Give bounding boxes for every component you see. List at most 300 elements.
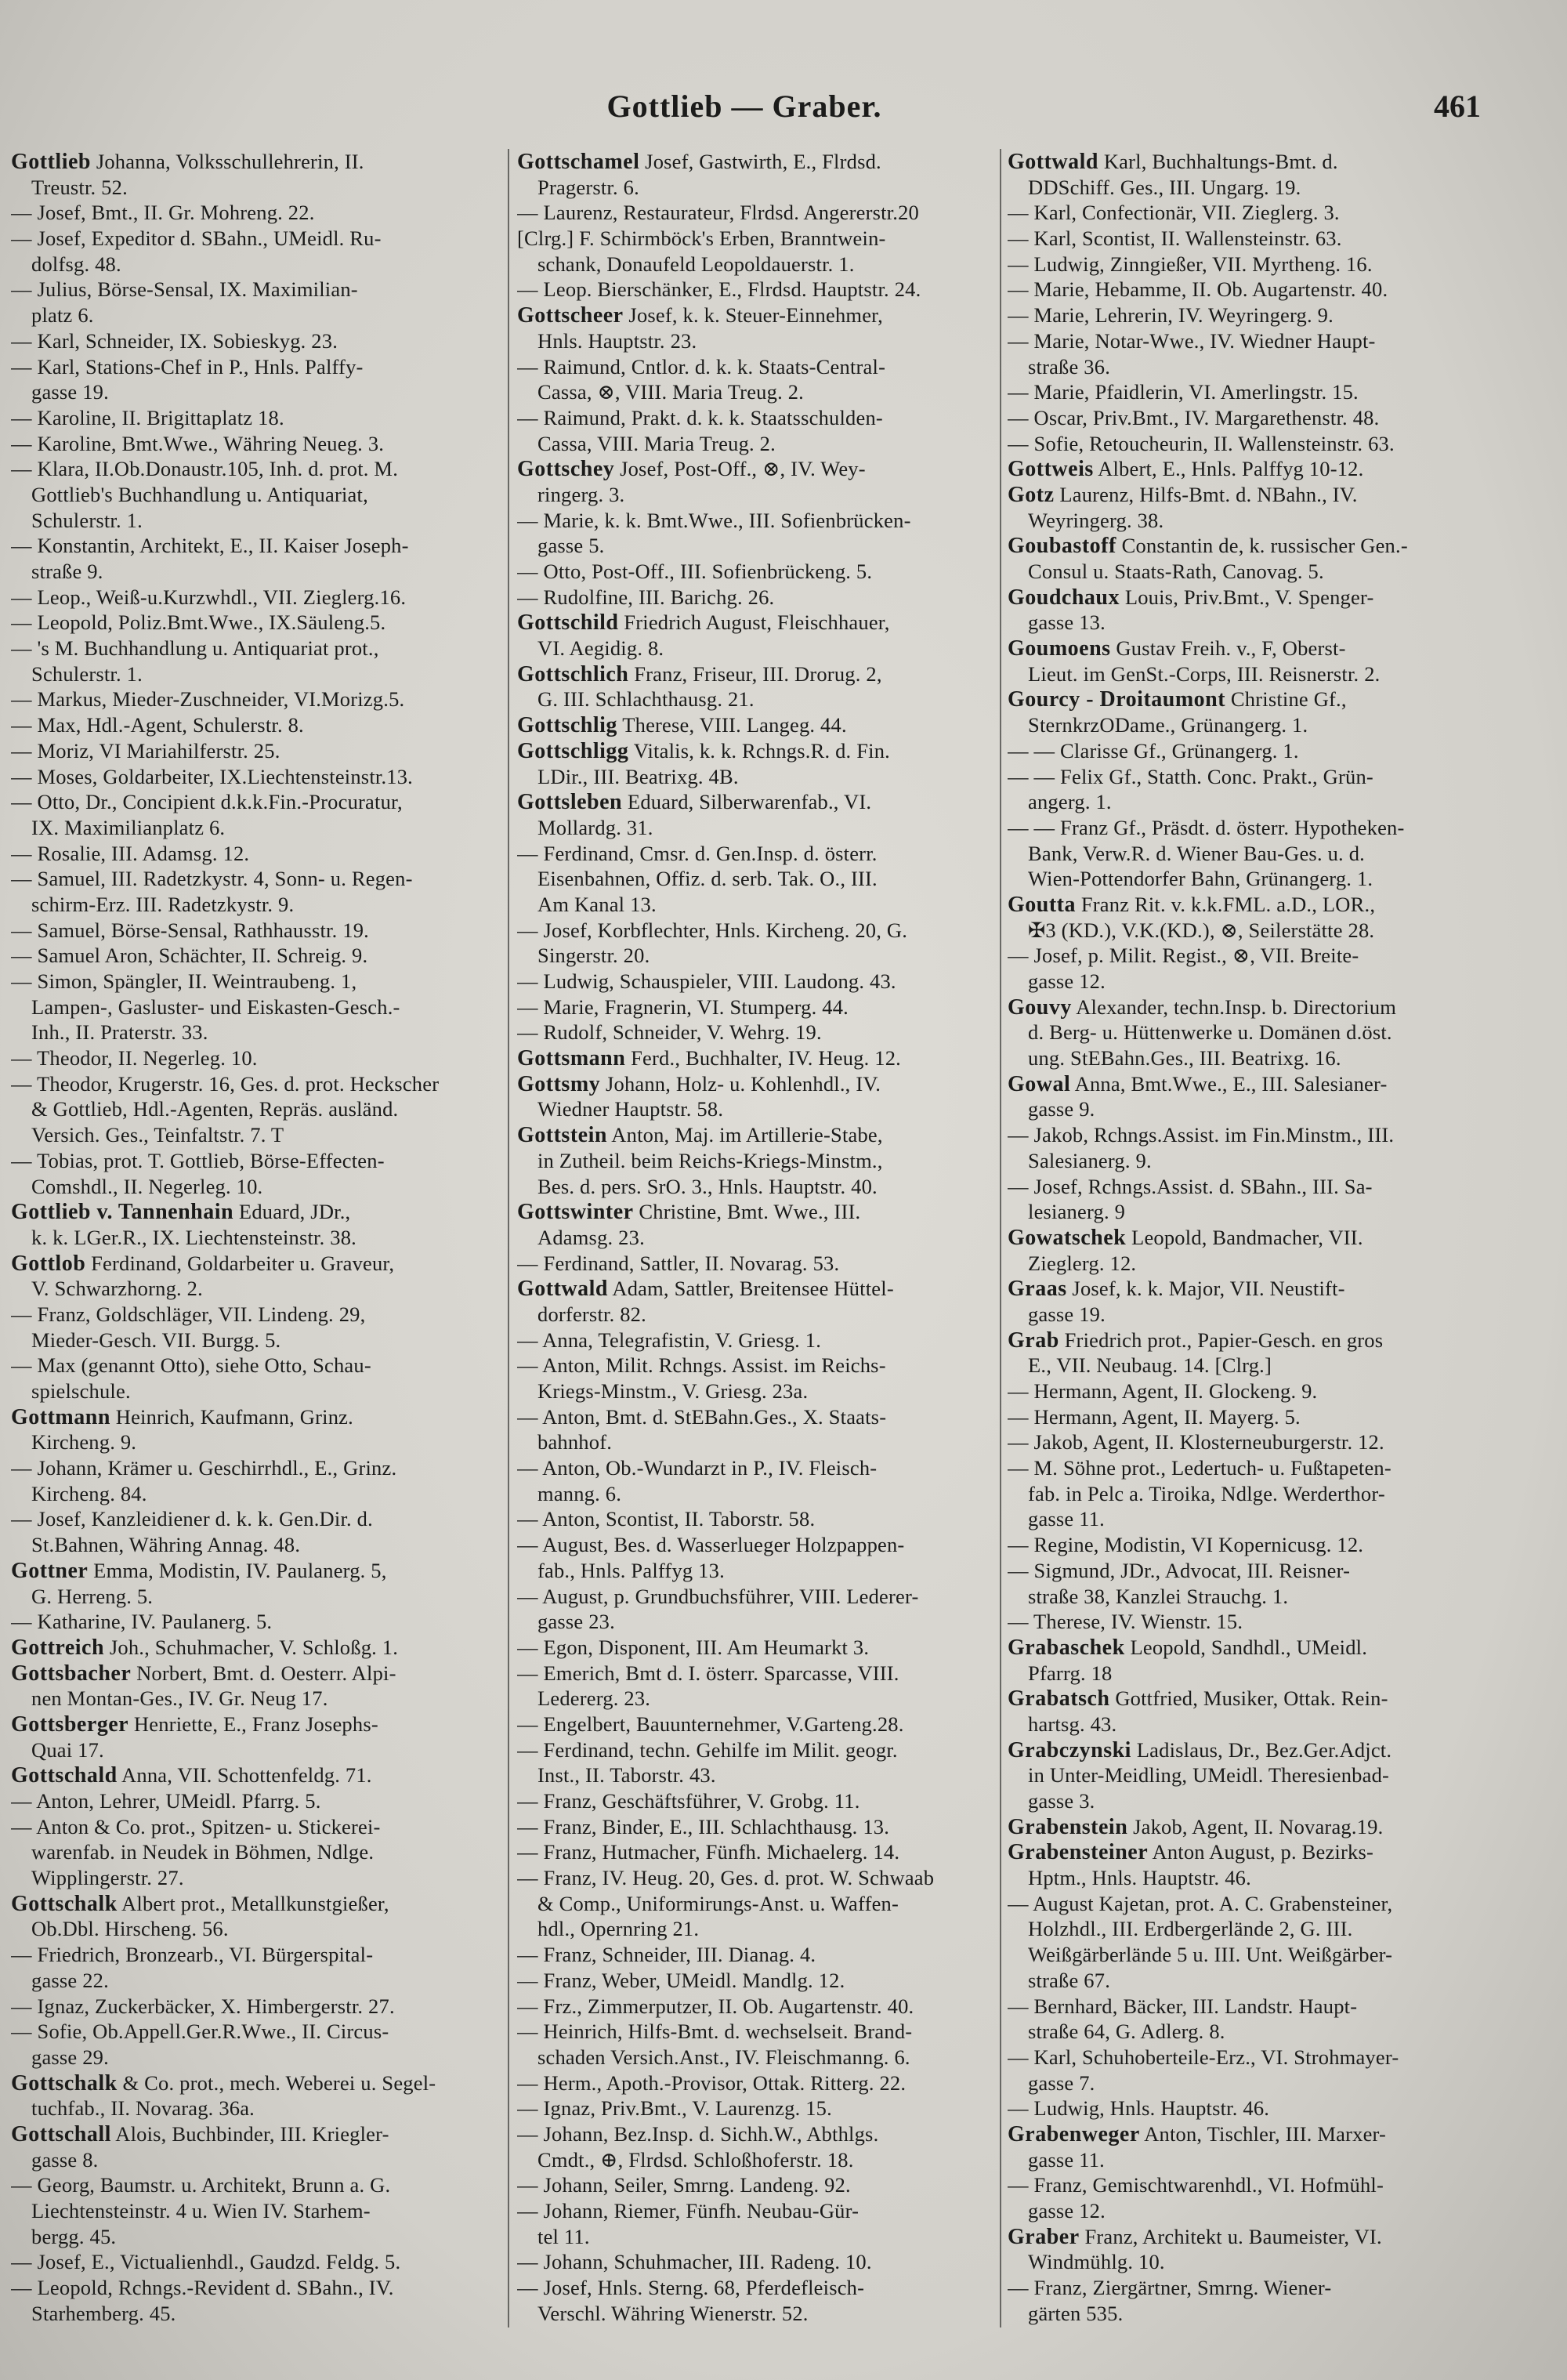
entry-text: — — Felix Gf., Statth. Conc. Prakt., Grün-	[1008, 764, 1373, 788]
entry-line	[517, 1096, 1009, 1122]
surname: Gottlieb v. Tannenhain	[11, 1200, 234, 1225]
entry-text: Laurenz, Hilfs-Bmt. d. NBahn., IV.	[1054, 482, 1358, 506]
entry-line	[11, 610, 503, 636]
entry-text: manng. 6.	[537, 1481, 622, 1505]
entry-heading-line	[517, 1045, 1009, 1071]
surname: Graas	[1008, 1277, 1067, 1302]
entry-heading-line	[517, 1071, 1009, 1097]
entry-heading-line	[517, 149, 1009, 175]
entry-line	[11, 1148, 503, 1174]
entry-line	[1008, 1302, 1493, 1328]
entry-line	[11, 789, 503, 815]
entry-line	[1008, 2301, 1493, 2327]
entry-line	[1008, 2045, 1493, 2070]
entry-text: — Ignaz, Zuckerbäcker, X. Himbergerstr. 27.	[11, 1994, 395, 2018]
entry-line	[11, 1225, 503, 1251]
entry-line	[11, 1532, 503, 1558]
entry-text: — Marie, Hebamme, II. Ob. Augartenstr. 40.	[1008, 277, 1388, 302]
entry-line	[517, 686, 1009, 712]
entry-line	[1008, 1661, 1493, 1686]
surname: Gottschlig	[517, 713, 617, 738]
entry-text: Johann, Holz- u. Kohlenhdl., IV.	[600, 1071, 881, 1096]
entry-heading-line	[1008, 1276, 1493, 1302]
entry-line	[517, 1762, 1009, 1788]
entry-text: VI. Aegidig. 8.	[537, 636, 664, 661]
entry-text: Kircheng. 84.	[31, 1481, 147, 1505]
entry-line	[1008, 1429, 1493, 1455]
entry-line	[517, 277, 1009, 302]
entry-text: Anton August, p. Bezirks-	[1148, 1840, 1374, 1864]
entry-heading-line	[1008, 1635, 1493, 1661]
column-2	[517, 149, 1009, 2326]
entry-line	[1008, 2096, 1493, 2121]
entry-line	[11, 2019, 503, 2045]
entry-line	[517, 2172, 1009, 2198]
entry-line	[11, 533, 503, 559]
entry-text: — Marie, Pfaidlerin, VI. Amerlingstr. 15.	[1008, 380, 1359, 404]
entry-text: gasse 12.	[1028, 969, 1106, 993]
entry-text: — 's M. Buchhandlung u. Antiquariat prot.,	[11, 636, 379, 661]
entry-text: Leopold, Bandmacher, VII.	[1126, 1225, 1363, 1249]
entry-text: — Raimund, Prakt. d. k. k. Staatsschulden-	[517, 405, 883, 429]
entry-line	[517, 2045, 1009, 2070]
entry-text: & Co. prot., mech. Weberei u. Segel-	[117, 2070, 436, 2095]
entry-line	[1008, 379, 1493, 405]
surname: Gowatschek	[1008, 1225, 1127, 1250]
surname: Grabaschek	[1008, 1635, 1125, 1660]
entry-line	[517, 2147, 1009, 2173]
entry-text: gasse 23.	[537, 1610, 615, 1634]
entry-line	[11, 2224, 503, 2250]
entry-text: — Josef, Expeditor d. SBahn., UMeidl. Ru-	[11, 226, 382, 251]
entry-text: Friedrich prot., Papier-Gesch. en gros	[1059, 1328, 1384, 1352]
entry-text: gasse 11.	[1028, 2147, 1105, 2172]
entry-line	[11, 1506, 503, 1532]
entry-text: Wiedner Hauptstr. 58.	[537, 1097, 724, 1121]
surname: Grabczynski	[1008, 1737, 1131, 1762]
entry-text: fab., Hnls. Palffyg 13.	[537, 1558, 725, 1582]
entry-text: Adam, Sattler, Breitensee Hüttel-	[608, 1277, 894, 1301]
entry-line	[517, 200, 1009, 226]
entry-text: Zieglerg. 12.	[1028, 1251, 1137, 1275]
entry-line	[1008, 1199, 1493, 1225]
surname: Gottner	[11, 1558, 89, 1583]
entry-line	[517, 2224, 1009, 2250]
entry-text: Weyringerg. 38.	[1028, 508, 1164, 532]
entry-line	[1008, 2249, 1493, 2275]
entry-text: Anton, Tischler, III. Marxer-	[1139, 2121, 1387, 2146]
entry-text: — Raimund, Cntlor. d. k. k. Staats-Central-	[517, 354, 886, 379]
entry-text: — Marie, Lehrerin, IV. Weyringerg. 9.	[1008, 303, 1334, 328]
entry-line	[11, 1865, 503, 1891]
entry-text: — Engelbert, Bauunternehmer, V.Garteng.28.	[517, 1712, 904, 1736]
entry-line	[1008, 1762, 1493, 1788]
entry-text: — Josef, p. Milit. Regist., ⊗, VII. Breite-	[1008, 944, 1359, 968]
entry-heading-line	[11, 1251, 503, 1277]
entry-text: — Konstantin, Architekt, E., II. Kaiser Joseph-	[11, 534, 409, 558]
entry-line	[11, 918, 503, 944]
entry-line	[517, 1429, 1009, 1455]
entry-text: Jakob, Agent, II. Novarag.19.	[1127, 1814, 1384, 1838]
entry-text: — Rudolf, Schneider, V. Wehrg. 19.	[517, 1020, 822, 1045]
entry-text: Versich. Ges., Teinfaltstr. 7. T	[31, 1123, 284, 1147]
entry-text: — Frz., Zimmerputzer, II. Ob. Augartenstr. 40.	[517, 1994, 914, 2018]
surname: Gottschey	[517, 457, 615, 482]
entry-text: St.Bahnen, Währing Annag. 48.	[31, 1533, 301, 1557]
entry-line	[1008, 1968, 1493, 1994]
entry-text: Franz, Friseur, III. Drorug. 2,	[628, 661, 882, 686]
entry-heading-line	[1008, 1225, 1493, 1251]
entry-line	[11, 2198, 503, 2224]
entry-text: — Anton & Co. prot., Spitzen- u. Stickerei-	[11, 1814, 381, 1838]
surname: Gottscheer	[517, 303, 624, 328]
entry-line	[517, 405, 1009, 431]
entry-line	[1008, 252, 1493, 277]
entry-text: Josef, k. k. Major, VII. Neustift-	[1066, 1277, 1345, 1301]
entry-text: — Emerich, Bmt d. I. österr. Sparcasse, VIII.	[517, 1661, 899, 1685]
entry-line	[11, 252, 503, 277]
entry-line	[1008, 1455, 1493, 1481]
entry-line	[1008, 610, 1493, 636]
entry-line	[11, 2172, 503, 2198]
entry-heading-line	[1008, 1814, 1493, 1840]
entry-text: — Josef, Korbflechter, Hnls. Kircheng. 20, G.	[517, 918, 908, 942]
entry-line	[1008, 1788, 1493, 1814]
entry-line	[11, 1020, 503, 1045]
entry-text: — Karl, Schuhoberteile-Erz., VI. Strohmayer-	[1008, 2045, 1399, 2069]
entry-text: Windmühlg. 10.	[1028, 2250, 1165, 2274]
entry-line	[11, 559, 503, 585]
entry-text: — Theodor, II. Negerleg. 10.	[11, 1046, 258, 1070]
entry-text: — August, p. Grundbuchsführer, VIII. Lederer-	[517, 1584, 919, 1608]
entry-heading-line	[11, 1762, 503, 1788]
entry-text: & Gottlieb, Hdl.-Agenten, Repräs. ausländ.	[31, 1097, 399, 1121]
entry-text: — Johann, Bez.Insp. d. Sichh.W., Abthlgs.	[517, 2121, 879, 2146]
entry-text: Constantin de, k. russischer Gen.-	[1116, 534, 1408, 558]
entry-text: — Friedrich, Bronzearb., VI. Bürgerspital-	[11, 1943, 374, 1967]
entry-line	[1008, 302, 1493, 328]
entry-line	[1008, 1506, 1493, 1532]
entry-text: Eisenbahnen, Offiz. d. serb. Tak. O., III.	[537, 867, 878, 891]
entry-text: Pfarrg. 18	[1028, 1661, 1113, 1685]
entry-line	[1008, 226, 1493, 252]
entry-line	[1008, 815, 1493, 841]
entry-line	[11, 1481, 503, 1507]
entry-line	[1008, 1481, 1493, 1507]
entry-text: gasse 12.	[1028, 2199, 1106, 2222]
entry-heading-line	[1008, 1071, 1493, 1097]
entry-text: — Bernhard, Bäcker, III. Landstr. Haupt-	[1008, 1994, 1358, 2018]
entry-heading-line	[11, 1404, 503, 1430]
entry-text: — Rosalie, III. Adamsg. 12.	[11, 841, 250, 865]
surname: Gottschlich	[517, 661, 629, 686]
entry-text: Joh., Schuhmacher, V. Schloßg. 1.	[104, 1635, 399, 1659]
entry-line	[11, 482, 503, 508]
surname: Gottschald	[11, 1763, 118, 1788]
entry-line	[517, 533, 1009, 559]
entry-line	[517, 943, 1009, 969]
entry-text: — Josef, Bmt., II. Gr. Mohreng. 22.	[11, 201, 315, 225]
entry-line	[11, 1686, 503, 1712]
entry-text: Schulerstr. 1.	[31, 661, 143, 686]
entry-heading-line	[11, 1635, 503, 1661]
entry-line	[517, 1839, 1009, 1865]
entry-text: SternkrzODame., Grünangerg. 1.	[1028, 713, 1308, 737]
entry-line	[517, 1994, 1009, 2020]
entry-heading-line	[517, 1276, 1009, 1302]
entry-text: — Therese, IV. Wienstr. 15.	[1008, 1610, 1243, 1634]
entry-heading-line	[517, 789, 1009, 815]
entry-text: — Julius, Börse-Sensal, IX. Maximilian-	[11, 277, 358, 302]
entry-line	[1008, 2275, 1493, 2301]
entry-heading-line	[1008, 2121, 1493, 2147]
entry-line	[11, 1788, 503, 1814]
entry-line	[517, 1174, 1009, 1200]
entry-text: — Ferdinand, techn. Gehilfe im Milit. geogr.	[517, 1737, 898, 1762]
entry-text: — Johann, Seiler, Smrng. Landeng. 92.	[517, 2173, 851, 2197]
entry-text: Gottfried, Musiker, Ottak. Rein-	[1109, 1686, 1388, 1711]
entry-text: E., VII. Neubaug. 14. [Clrg.]	[1028, 1353, 1272, 1378]
entry-line	[11, 1968, 503, 1994]
entry-text: Adamsg. 23.	[537, 1225, 645, 1249]
surname: Gottschild	[517, 610, 619, 636]
entry-line	[1008, 2198, 1493, 2224]
entry-heading-line	[517, 661, 1009, 687]
surname: Gottschamel	[517, 150, 640, 174]
entry-line	[11, 1584, 503, 1610]
entry-heading-line	[1008, 533, 1493, 559]
column-1	[11, 149, 503, 2326]
entry-line	[517, 1788, 1009, 1814]
entry-text: — Josef, E., Victualienhdl., Gaudzd. Feldg. 5.	[11, 2250, 401, 2274]
entry-text: Comshdl., II. Negerleg. 10.	[31, 1174, 263, 1198]
entry-line	[11, 943, 503, 969]
entry-line	[517, 1020, 1009, 1045]
entry-text: Christine Gf.,	[1225, 687, 1347, 712]
entry-heading-line	[11, 2070, 503, 2096]
entry-text: — Moses, Goldarbeiter, IX.Liechtensteinstr.13.	[11, 764, 413, 788]
entry-text: Anna, VII. Schottenfeldg. 71.	[117, 1763, 372, 1788]
entry-line	[11, 1942, 503, 1968]
entry-text: — Herm., Apoth.-Provisor, Ottak. Ritterg. 22.	[517, 2070, 907, 2095]
entry-text: Ledererg. 23.	[537, 1686, 651, 1711]
entry-text: G. III. Schlachthausg. 21.	[537, 687, 755, 712]
surname: Gottlob	[11, 1251, 86, 1276]
entry-line	[517, 1968, 1009, 1994]
entry-text: Therese, VIII. Langeg. 44.	[617, 713, 847, 737]
entry-line	[517, 866, 1009, 892]
surname: Gouvy	[1008, 994, 1072, 1020]
entry-line	[517, 2019, 1009, 2045]
entry-line	[1008, 1251, 1493, 1277]
entry-line	[11, 2096, 503, 2121]
entry-heading-line	[11, 1661, 503, 1686]
entry-line	[1008, 1994, 1493, 2020]
entry-text: fab. in Pelc a. Tiroika, Ndlge. Werderthor-	[1028, 1481, 1385, 1505]
entry-text: — Johann, Krämer u. Geschirrhdl., E., Grinz.	[11, 1456, 397, 1480]
entry-line	[11, 841, 503, 867]
entry-line	[517, 1712, 1009, 1737]
entry-text: — — Clarisse Gf., Grünangerg. 1.	[1008, 738, 1299, 763]
entry-line	[1008, 789, 1493, 815]
entry-text: — Samuel, Börse-Sensal, Rathhausstr. 19.	[11, 918, 369, 942]
entry-line	[1008, 1353, 1493, 1378]
entry-text: — Leopold, Rchngs.-Revident d. SBahn., IV.	[11, 2276, 394, 2300]
entry-text: — Egon, Disponent, III. Am Heumarkt 3.	[517, 1635, 870, 1659]
entry-line	[11, 994, 503, 1020]
entry-text: G. Herreng. 5.	[31, 1584, 154, 1608]
entry-text: — Johann, Riemer, Fünfh. Neubau-Gür-	[517, 2199, 859, 2222]
entry-line	[1008, 431, 1493, 457]
entry-line	[517, 1481, 1009, 1507]
surname: Grabenstein	[1008, 1814, 1128, 1839]
entry-text: — Anton, Bmt. d. StEBahn.Ges., X. Staats-	[517, 1404, 887, 1429]
entry-text: angerg. 1.	[1028, 790, 1112, 814]
entry-text: Franz, Architekt u. Baumeister, VI.	[1079, 2224, 1382, 2248]
entry-text: Bes. d. pers. SrO. 3., Hnls. Hauptstr. 40.	[537, 1174, 878, 1198]
surname: Gottwald	[517, 1277, 608, 1302]
entry-line	[11, 175, 503, 201]
entry-text: — Leop., Weiß-u.Kurzwhdl., VII. Zieglerg.16.	[11, 585, 407, 609]
entry-line	[517, 379, 1009, 405]
entry-line	[11, 1839, 503, 1865]
entry-line	[517, 328, 1009, 354]
entry-heading-line	[1008, 1686, 1493, 1712]
entry-line	[517, 354, 1009, 380]
entry-line	[11, 764, 503, 790]
entry-text: spielschule.	[31, 1379, 131, 1403]
entry-line	[517, 1455, 1009, 1481]
entry-line	[1008, 1916, 1493, 1942]
entry-line	[517, 1891, 1009, 1917]
entry-heading-line	[1008, 585, 1493, 610]
entry-line	[517, 1635, 1009, 1661]
entry-text: Louis, Priv.Bmt., V. Spenger-	[1120, 585, 1374, 609]
entry-line	[517, 1251, 1009, 1277]
entry-line	[11, 2301, 503, 2327]
entry-line	[517, 1353, 1009, 1378]
entry-text: — Laurenz, Restaurateur, Flrdsd. Angererstr.20	[517, 201, 919, 225]
entry-line	[11, 1045, 503, 1071]
column-3	[1008, 149, 1493, 2326]
surname: Gottswinter	[517, 1200, 634, 1225]
entry-line	[11, 354, 503, 380]
page-header	[0, 88, 1567, 127]
entry-text: — Franz, Schneider, III. Dianag. 4.	[517, 1943, 816, 1967]
entry-line	[1008, 943, 1493, 969]
entry-text: straße 9.	[31, 560, 103, 583]
entry-line	[517, 1686, 1009, 1712]
entry-line	[1008, 1865, 1493, 1891]
entry-text: — Katharine, IV. Paulanerg. 5.	[11, 1610, 273, 1634]
entry-text: ringerg. 3.	[537, 482, 625, 506]
entry-line	[11, 1122, 503, 1148]
entry-line	[11, 712, 503, 738]
entry-heading-line	[517, 712, 1009, 738]
entry-line	[11, 866, 503, 892]
entry-text: Cmdt., ⊕, Flrdsd. Schloßhoferstr. 18.	[537, 2147, 854, 2172]
entry-text: Lampen-, Gasluster- und Eiskasten-Gesch.-	[31, 994, 400, 1019]
entry-line	[517, 1148, 1009, 1174]
entry-line	[517, 2301, 1009, 2327]
entry-text: k. k. LGer.R., IX. Liechtensteinstr. 38.	[31, 1225, 356, 1249]
entry-line	[1008, 2172, 1493, 2198]
running-title: Gottlieb — Graber.	[606, 89, 882, 124]
surname: Gottschall	[11, 2121, 111, 2146]
entry-line	[1008, 277, 1493, 302]
entry-heading-line	[1008, 482, 1493, 508]
entry-heading-line	[1008, 1328, 1493, 1353]
entry-text: ung. StEBahn.Ges., III. Beatrixg. 16.	[1028, 1046, 1341, 1070]
entry-line	[11, 508, 503, 534]
entry-text: schank, Donaufeld Leopoldauerstr. 1.	[537, 252, 855, 276]
surname: Gottschalk	[11, 2070, 118, 2096]
entry-text: Verschl. Währing Wienerstr. 52.	[537, 2301, 809, 2325]
entry-line	[517, 1865, 1009, 1891]
entry-line	[517, 1942, 1009, 1968]
entry-line	[517, 815, 1009, 841]
entry-text: Henriette, E., Franz Josephs-	[128, 1712, 378, 1736]
entry-heading-line	[11, 2121, 503, 2147]
entry-line	[517, 175, 1009, 201]
entry-line	[517, 2096, 1009, 2121]
surname: Gottschligg	[517, 738, 629, 763]
entry-text: Kircheng. 9.	[31, 1430, 137, 1454]
entry-text: gasse 5.	[537, 534, 605, 558]
entry-text: DDSchiff. Ges., III. Ungarg. 19.	[1028, 175, 1301, 199]
entry-line	[11, 1071, 503, 1097]
entry-text: nen Montan-Ges., IV. Gr. Neug 17.	[31, 1686, 328, 1711]
entry-line	[11, 1174, 503, 1200]
entry-text: — Anna, Telegrafistin, V. Griesg. 1.	[517, 1328, 822, 1352]
entry-line	[11, 379, 503, 405]
entry-text: warenfab. in Neudek in Böhmen, Ndlge.	[31, 1840, 375, 1864]
entry-text: Ferdinand, Goldarbeiter u. Graveur,	[85, 1251, 395, 1275]
entry-line	[11, 969, 503, 994]
entry-line	[1008, 1378, 1493, 1404]
entry-text: — Karoline, II. Brigittaplatz 18.	[11, 405, 284, 429]
entry-heading-line	[11, 149, 503, 175]
entry-text: — Moriz, VI Mariahilferstr. 25.	[11, 738, 280, 763]
entry-text: — Hermann, Agent, II. Mayerg. 5.	[1008, 1404, 1301, 1429]
entry-text: — Markus, Mieder-Zuschneider, VI.Morizg.5.	[11, 687, 405, 712]
entry-text: — Simon, Spängler, II. Weintraubeng. 1,	[11, 969, 357, 993]
entry-line	[11, 200, 503, 226]
entry-text: Inh., II. Praterstr. 33.	[31, 1020, 208, 1045]
entry-text: schaden Versich.Anst., IV. Fleischmanng. 6.	[537, 2045, 910, 2069]
entry-line	[1008, 1174, 1493, 1200]
entry-text: Starhemberg. 45.	[31, 2301, 176, 2325]
entry-heading-line	[11, 1199, 503, 1225]
entry-text: Eduard, JDr.,	[233, 1200, 351, 1224]
entry-heading-line	[517, 302, 1009, 328]
surname: Goubastoff	[1008, 534, 1116, 559]
entry-text: — Ludwig, Zinngießer, VII. Myrtheng. 16.	[1008, 252, 1373, 276]
entry-text: — Johann, Schuhmacher, III. Radeng. 10.	[517, 2250, 872, 2274]
entry-text: — Jakob, Agent, II. Klosterneuburgerstr. 12.	[1008, 1430, 1384, 1454]
entry-text: schirm-Erz. III. Radetzkystr. 9.	[31, 892, 295, 916]
entry-text: Pragerstr. 6.	[537, 175, 639, 199]
surname: Goumoens	[1008, 636, 1111, 661]
entry-line	[1008, 1584, 1493, 1610]
entry-text: Kriegs-Minstm., V. Griesg. 23a.	[537, 1379, 809, 1403]
surname: Gottlieb	[11, 150, 91, 174]
entry-line	[11, 1429, 503, 1455]
entry-line	[11, 328, 503, 354]
entry-line	[1008, 1891, 1493, 1917]
entry-text: Hnls. Hauptstr. 23.	[537, 328, 697, 353]
column-divider	[1000, 149, 1001, 2327]
